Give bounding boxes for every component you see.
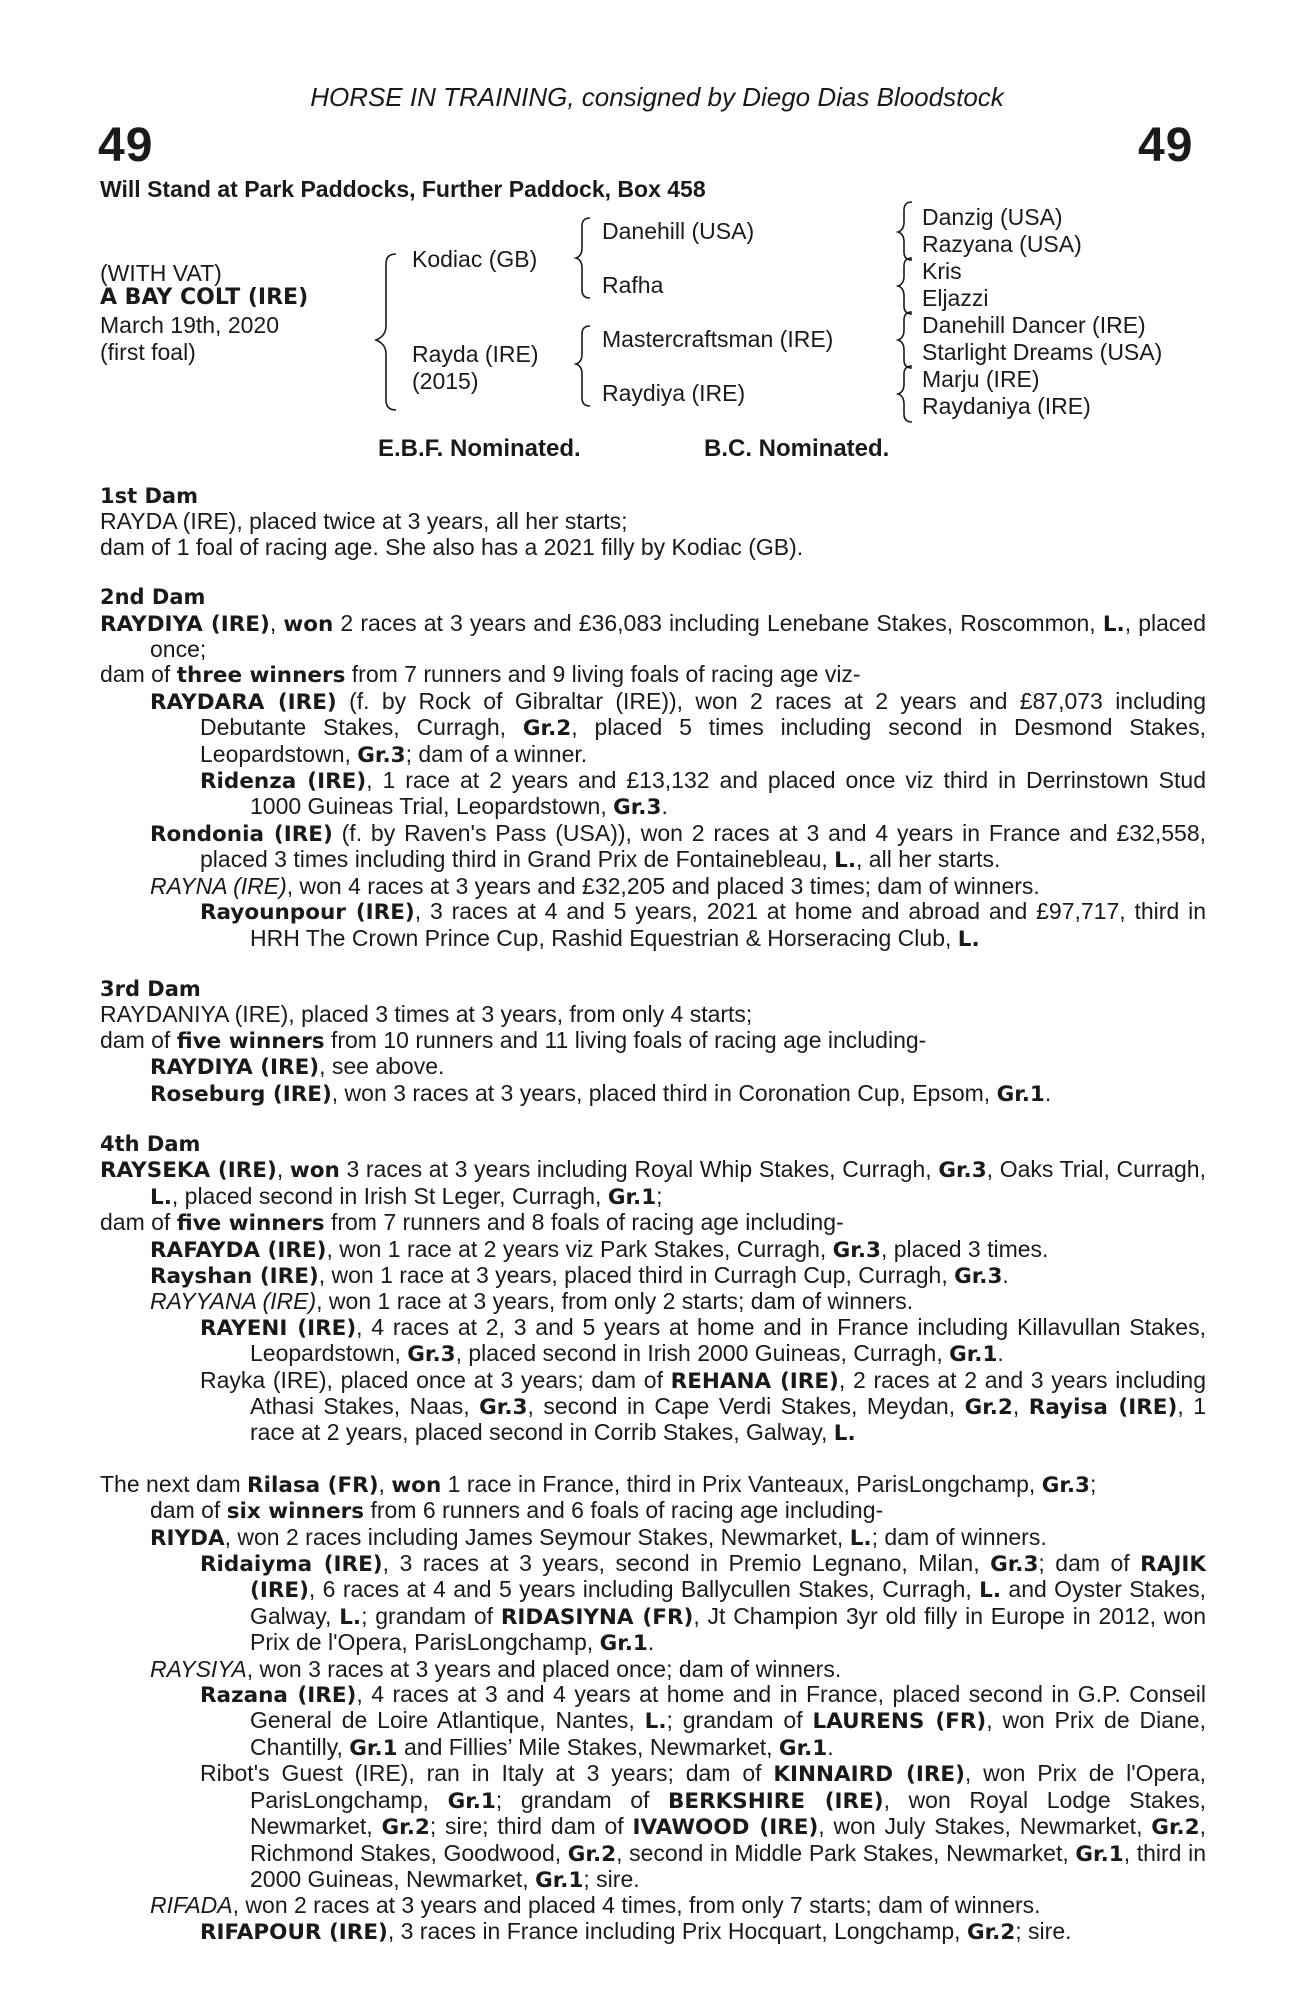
bc-nomination: B.C. Nominated. [704, 435, 890, 462]
pedigree-g1: Danzig (USA) [922, 204, 1063, 230]
pedigree-dam-sire: Mastercraftsman (IRE) [602, 326, 834, 352]
stand-location: Will Stand at Park Paddocks, Further Paddock, Box 458 [100, 176, 706, 202]
pedigree-dam: Rayda (IRE) [412, 341, 539, 367]
lot-number-left: 49 [98, 119, 154, 172]
dam4-heading: 4th Dam [100, 1131, 201, 1156]
next-raysiya: RAYSIYA, won 3 races at 3 years and placed once; dam of winners. [150, 1655, 842, 1682]
dam2-heading: 2nd Dam [100, 585, 206, 610]
pedigree-g3: Kris [922, 258, 962, 284]
next-riyda: RIYDA, won 2 races including James Seymour Stakes, Newmarket, L.; dam of winners. [150, 1523, 1047, 1551]
dam1-text: RAYDA (IRE), placed twice at 3 years, all her starts; dam of 1 foal of racing age. She also has a 2021 filly by Kodiac (GB). [100, 508, 804, 560]
horse-name: A BAY COLT (IRE) [100, 285, 309, 310]
dam2-produce: dam of three winners from 7 runners and 9 living foals of racing age viz- [100, 661, 861, 689]
dam4-rayyana: RAYYANA (IRE), won 1 race at 3 years, from only 2 starts; dam of winners. [150, 1288, 914, 1315]
produce-rayounpour: Rayounpour (IRE), 3 races at 4 and 5 years, 2021 at home and abroad and £97,717, third in HRH The Crown Prince Cup, Rashid Equestrian & Horseracing Club, L. [200, 898, 1207, 952]
dam3-text: RAYDANIYA (IRE), placed 3 times at 3 years, from only 4 starts; dam of five winners from 10 runners and 11 living foals of racing age including- [100, 1001, 927, 1054]
pedigree-g6: Starlight Dreams (USA) [922, 339, 1163, 365]
pedigree-sire-dam: Rafha [602, 272, 664, 298]
catalogue-body [100, 484, 1206, 1945]
next-rifapour: RIFAPOUR (IRE), 3 races in France including Prix Hocquart, Longchamp, Gr.2; sire. [200, 1917, 1072, 1945]
dam3-heading: 3rd Dam [100, 976, 201, 1001]
foaling-date: March 19th, 2020 [100, 312, 280, 338]
dam3-roseburg: Roseburg (IRE), won 3 races at 3 years, placed third in Coronation Cup, Epsom, Gr.1. [150, 1079, 1052, 1107]
next-razana: Razana (IRE), 4 races at 3 and 4 years at home and in France, placed second in G.P. Conseil General de Loire Atlantique, Nantes, L.; grandam of LAURENS (FR), won Prix de Diane, Chantilly, Gr.1 and Fillies’ Mile Stakes, Newmarket, Gr.1. [200, 1681, 1206, 1761]
ebf-nomination: E.B.F. Nominated. [378, 435, 581, 462]
pedigree-g5: Danehill Dancer (IRE) [922, 312, 1146, 338]
dam4-rayeni: RAYENI (IRE), 4 races at 2, 3 and 5 years at home and in France including Killavullan Stakes, Leopardstown, Gr.3, placed second in Irish 2000 Guineas, Curragh, Gr.1. [200, 1313, 1206, 1368]
pedigree-g2: Razyana (USA) [922, 231, 1082, 257]
pedigree-g7: Marju (IRE) [922, 366, 1040, 392]
produce-rondonia: Rondonia (IRE) (f. by Raven's Pass (USA)), won 2 races at 3 and 4 years in France and £32,558, placed 3 times including third in Grand Prix de Fontainebleau, L., all her starts. [150, 819, 1206, 874]
next-dam-text: The next dam Rilasa (FR), won 1 race in France, third in Prix Vanteaux, ParisLongchamp, Gr.3; dam of six winners from 6 runners and 6 foals of racing age including- [100, 1470, 1097, 1525]
page-header-title: HORSE IN TRAINING, consigned by Diego Dias Bloodstock [310, 82, 1004, 112]
vat-note: (WITH VAT) [100, 260, 222, 286]
pedigree-sire-sire: Danehill (USA) [602, 218, 755, 244]
next-ribots-guest: Ribot's Guest (IRE), ran in Italy at 3 years; dam of KINNAIRD (IRE), won Prix de l'Opera, ParisLongchamp, Gr.1; grandam of BERKSHIRE (IRE), won Royal Lodge Stakes, Newmarket, Gr.2; sire; third dam of IVAWOOD (IRE), won July Stakes, Newmarket, Gr.2, Richmond Stakes, Goodwood, Gr.2, second in Middle Park Stakes, Newmarket, Gr.1, third in 2000 Guineas, Newmarket, Gr.1; sire. [200, 1760, 1206, 1893]
dam4-rayka: Rayka (IRE), placed once at 3 years; dam of REHANA (IRE), 2 races at 2 and 3 years including Athasi Stakes, Naas, Gr.3, second in Cape Verdi Stakes, Meydan, Gr.2, Rayisa (IRE), 1 race at 2 years, placed second in Corrib Stakes, Galway, L. [200, 1366, 1207, 1447]
dam4-rayshan: Rayshan (IRE), won 1 race at 3 years, placed third in Curragh Cup, Curragh, Gr.3. [150, 1261, 1009, 1289]
dam2-text: RAYDIYA (IRE), won 2 races at 3 years and £36,083 including Lenebane Stakes, Roscommon, L., placed once; [100, 609, 1206, 663]
lot-number-right: 49 [1138, 119, 1194, 172]
next-ridaiyma: Ridaiyma (IRE), 3 races at 3 years, second in Premio Legnano, Milan, Gr.3; dam of RAJIK (IRE), 6 races at 4 and 5 years including Ballycullen Stakes, Curragh, L. and Oyster Stakes, Galway, L.; grandam of RIDASIYNA (FR), Jt Champion 3yr old filly in Europe in 2012, won Prix de l'Opera, ParisLongchamp, Gr.1. [200, 1550, 1207, 1657]
pedigree-dam-year: (2015) [412, 368, 479, 394]
pedigree-sire: Kodiac (GB) [412, 246, 538, 272]
produce-raydara: RAYDARA (IRE) (f. by Rock of Gibraltar (IRE)), won 2 races at 2 years and £87,073 including Debutante Stakes, Curragh, Gr.2, placed 5 times including second in Desmond Stakes, Leopardstown, Gr.3; dam of a winner. [150, 687, 1206, 768]
next-rifada: RIFADA, won 2 races at 3 years and placed 4 times, from only 7 starts; dam of winners. [150, 1892, 1041, 1919]
dam4-produce: dam of five winners from 7 runners and 8 foals of racing age including- [100, 1209, 844, 1237]
dam1-heading: 1st Dam [100, 484, 198, 508]
dam4-text: RAYSEKA (IRE), won 3 races at 3 years including Royal Whip Stakes, Curragh, Gr.3, Oaks Trial, Curragh, L., placed second in Irish St Leger, Curragh, Gr.1; [100, 1156, 1206, 1210]
pedigree-g4: Eljazzi [922, 285, 989, 311]
foal-note: (first foal) [100, 339, 196, 365]
produce-ridenza: Ridenza (IRE), 1 race at 2 years and £13,132 and placed once viz third in Derrinstown Stud 1000 Guineas Trial, Leopardstown, Gr.3. [200, 767, 1206, 821]
dam3-raydiya: RAYDIYA (IRE), see above. [150, 1053, 445, 1081]
dam4-rafayda: RAFAYDA (IRE), won 1 race at 2 years viz Park Stakes, Curragh, Gr.3, placed 3 times. [150, 1235, 1049, 1263]
pedigree-g8: Raydaniya (IRE) [922, 393, 1091, 419]
pedigree-dam-dam: Raydiya (IRE) [602, 380, 746, 406]
produce-rayna: RAYNA (IRE), won 4 races at 3 years and £32,205 and placed 3 times; dam of winners. [150, 872, 1040, 899]
